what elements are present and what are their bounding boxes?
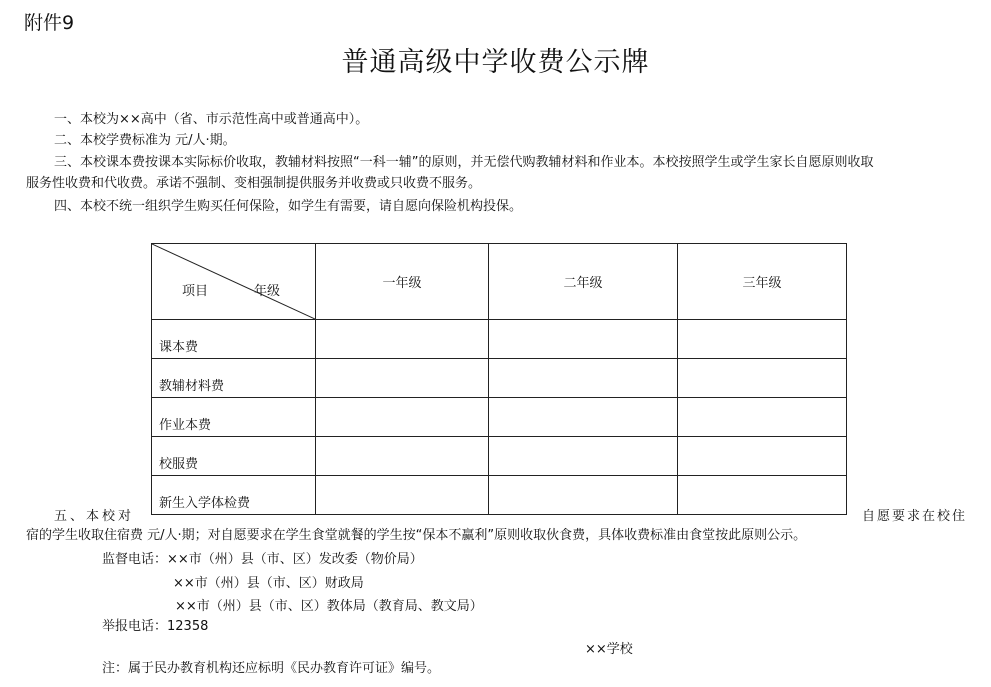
school-signature: ××学校	[585, 642, 633, 657]
header-grade-label: 年级	[254, 284, 281, 299]
page-title: 普通高级中学收费公示牌	[341, 47, 650, 78]
section-5-start: 五、本校对	[54, 509, 135, 524]
table-cell	[489, 359, 678, 398]
table-row	[152, 398, 847, 437]
grade-header-2: 二年级	[489, 244, 678, 320]
table-row	[152, 320, 847, 359]
table-cell	[678, 398, 847, 437]
row-label: 教辅材料费	[152, 359, 316, 398]
paragraph-1: 一、本校为××高中（省、市示范性高中或普通高中）。	[54, 112, 369, 127]
header-diagonal-cell	[152, 244, 316, 320]
table-cell	[316, 476, 489, 515]
table-cell	[316, 398, 489, 437]
section-5-right: 自愿要求在校住	[862, 509, 968, 524]
supervision-phone-1: 监督电话：××市（州）县（市、区）发改委（物价局）	[102, 552, 423, 567]
grade-header-3: 三年级	[678, 244, 847, 320]
row-label: 新生入学体检费	[152, 476, 316, 515]
table-cell	[678, 320, 847, 359]
table-cell	[489, 476, 678, 515]
table-row	[152, 437, 847, 476]
paragraph-3-line-1: 三、本校课本费按课本实际标价收取，教辅材料按照“一科一辅”的原则，并无偿代购教辅材料和作业本。本校按照学生或学生家长自愿原则收取	[54, 155, 874, 170]
table-cell	[678, 359, 847, 398]
table-cell	[489, 437, 678, 476]
paragraph-2: 二、本校学费标准为 元/人·期。	[54, 133, 236, 148]
header-item-label: 项目	[182, 284, 209, 299]
table-cell	[316, 359, 489, 398]
table-header-row	[152, 244, 847, 320]
row-label: 作业本费	[152, 398, 316, 437]
supervision-phone-2: ××市（州）县（市、区）财政局	[173, 576, 364, 591]
supervision-phone-3: ××市（州）县（市、区）教体局（教育局、教文局）	[175, 599, 483, 614]
report-phone: 举报电话：12358	[102, 619, 209, 634]
grade-header-1: 一年级	[316, 244, 489, 320]
row-label: 校服费	[152, 437, 316, 476]
row-label: 课本费	[152, 320, 316, 359]
table-row	[152, 359, 847, 398]
table-cell	[316, 320, 489, 359]
paragraph-4: 四、本校不统一组织学生购买任何保险，如学生有需要，请自愿向保险机构投保。	[54, 199, 523, 214]
table-cell	[489, 398, 678, 437]
fee-table	[151, 243, 847, 515]
section-5-line-2: 宿的学生收取住宿费 元/人·期；对自愿要求在学生食堂就餐的学生按“保本不赢利”原则收取伙食费，具体收费标准由食堂按此原则公示。	[26, 528, 807, 543]
table-cell	[678, 437, 847, 476]
paragraph-3-line-2: 服务性收费和代收费。承诺不强制、变相强制提供服务并收费或只收费不服务。	[26, 176, 482, 191]
attachment-label: 附件9	[24, 12, 75, 34]
table-cell	[489, 320, 678, 359]
footnote: 注：属于民办教育机构还应标明《民办教育许可证》编号。	[102, 661, 441, 676]
diagonal-line	[152, 244, 315, 319]
table-cell	[678, 476, 847, 515]
table-row	[152, 476, 847, 515]
table-cell	[316, 437, 489, 476]
